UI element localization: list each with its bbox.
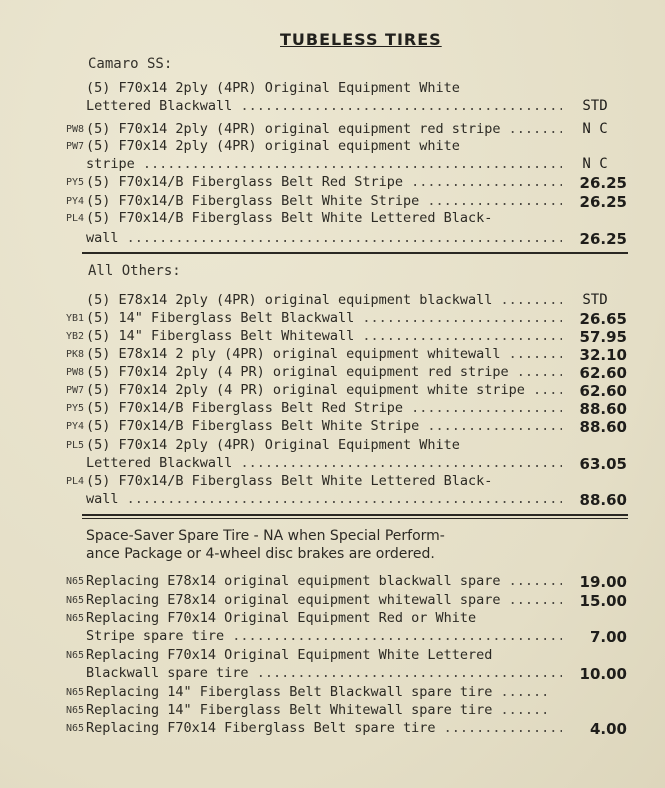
option-code: PY5 [65,403,84,414]
option-code: PY5 [65,177,84,188]
item-price: STD [582,292,608,308]
list-item [0,573,665,591]
item-description: wall ..... [86,491,562,507]
item-description: (5) F70x14 2ply (4PR) Original Equipment White [86,437,460,453]
list-item [0,310,665,328]
list-item [0,80,665,98]
list-item [0,437,665,455]
list-item [0,684,665,702]
item-description: Replacing E78x14 original equipment whitewall spare ..... [86,592,562,608]
camaro-header: Camaro SS: [88,56,173,72]
item-description: Replacing 14" Fiberglass Belt Blackwall spare tire ..... [86,684,546,700]
list-item [0,491,665,509]
list-item [0,400,665,418]
list-item [0,418,665,436]
option-code: N65 [65,687,84,698]
item-price: 62.60 [579,364,627,382]
item-price: 26.25 [579,174,627,192]
item-description: (5) F70x14/B Fiberglass Belt White Stripe ..... [86,193,562,209]
item-description: (5) F70x14 2ply (4PR) Original Equipment White [86,80,460,96]
option-code: PL4 [65,213,84,224]
option-code: PL4 [65,476,84,487]
option-code: N65 [65,723,84,734]
list-item [0,138,665,156]
item-description: wall ..... [86,230,562,246]
option-code: N65 [65,595,84,606]
item-description: stripe ..... [86,156,562,172]
item-description: (5) F70x14/B Fiberglass Belt Red Stripe ..... [86,400,562,416]
item-price: STD [582,98,608,114]
item-price: 10.00 [579,665,627,683]
option-code: PL5 [65,440,84,451]
list-item [0,382,665,400]
item-description: Blackwall spare tire ..... [86,665,562,681]
item-price: 15.00 [579,592,627,610]
spare-intro-line: ance Package or 4-wheel disc brakes are ordered. [86,546,435,562]
item-price: 62.60 [579,382,627,400]
others-header: All Others: [88,263,181,279]
section-divider [82,514,628,516]
item-description: Lettered Blackwall ..... [86,98,562,114]
list-item [0,346,665,364]
item-price: 57.95 [579,328,627,346]
option-code: PW7 [65,385,84,396]
item-price: 32.10 [579,346,627,364]
spare-intro-line: Space-Saver Spare Tire - NA when Special Perform- [86,528,445,544]
item-description: (5) F70x14/B Fiberglass Belt Red Stripe ..... [86,174,562,190]
section-divider [82,252,628,254]
list-item [0,610,665,628]
page-title: TUBELESS TIRES [280,30,442,49]
spare-intro [86,527,445,563]
item-price: 63.05 [579,455,627,473]
option-code: N65 [65,576,84,587]
option-code: PW8 [65,124,84,135]
item-price: 88.60 [579,418,627,436]
item-description: Replacing F70x14 Original Equipment Red or White [86,610,477,626]
item-description: Replacing E78x14 original equipment blackwall spare ..... [86,573,562,589]
option-code: YB2 [65,331,84,342]
list-item [0,455,665,473]
item-description: Replacing F70x14 Original Equipment White Lettered [86,647,493,663]
item-price: 88.60 [579,400,627,418]
section-divider [82,518,628,519]
item-description: (5) F70x14/B Fiberglass Belt White Stripe ..... [86,418,562,434]
list-item [0,702,665,720]
list-item [0,210,665,228]
list-item [0,665,665,683]
list-item [0,121,665,139]
option-code: N65 [65,650,84,661]
item-price: 88.60 [579,491,627,509]
option-code: YB1 [65,313,84,324]
option-code: PK8 [65,349,84,360]
list-item [0,156,665,174]
item-description: Stripe spare tire ..... [86,628,562,644]
item-price: 4.00 [589,720,627,738]
item-price: N C [582,156,608,172]
list-item [0,292,665,310]
item-price: 7.00 [589,628,627,646]
item-description: (5) E78x14 2ply (4PR) original equipment blackwall ..... [86,292,562,308]
item-description: (5) F70x14 2ply (4 PR) original equipment red stripe ..... [86,364,562,380]
list-item [0,193,665,211]
item-price: 26.25 [579,230,627,248]
item-description: (5) 14" Fiberglass Belt Whitewall ..... [86,328,562,344]
item-description: Lettered Blackwall ..... [86,455,562,471]
option-code: N65 [65,705,84,716]
option-code: PY4 [65,196,84,207]
item-description: Replacing 14" Fiberglass Belt Whitewall spare tire ..... [86,702,546,718]
item-price: 26.25 [579,193,627,211]
list-item [0,647,665,665]
item-description: (5) F70x14/B Fiberglass Belt White Lettered Black- [86,210,493,226]
list-item [0,628,665,646]
item-description: (5) F70x14 2ply (4PR) original equipment red stripe ..... [86,121,562,137]
list-item [0,174,665,192]
list-item [0,328,665,346]
item-price: 19.00 [579,573,627,591]
list-item [0,720,665,738]
list-item [0,364,665,382]
item-description: (5) E78x14 2 ply (4PR) original equipment whitewall ..... [86,346,562,362]
item-description: (5) 14" Fiberglass Belt Blackwall ..... [86,310,562,326]
item-description: (5) F70x14 2ply (4 PR) original equipment white stripe ..... [86,382,562,398]
option-code: PW7 [65,141,84,152]
item-description: (5) F70x14/B Fiberglass Belt White Lettered Black- [86,473,493,489]
item-description: (5) F70x14 2ply (4PR) original equipment white [86,138,460,154]
list-item [0,230,665,248]
item-price: N C [582,121,608,137]
option-code: PY4 [65,421,84,432]
option-code: N65 [65,613,84,624]
list-item [0,98,665,116]
list-item [0,592,665,610]
item-description: Replacing F70x14 Fiberglass Belt spare tire ..... [86,720,562,736]
option-code: PW8 [65,367,84,378]
list-item [0,473,665,491]
item-price: 26.65 [579,310,627,328]
